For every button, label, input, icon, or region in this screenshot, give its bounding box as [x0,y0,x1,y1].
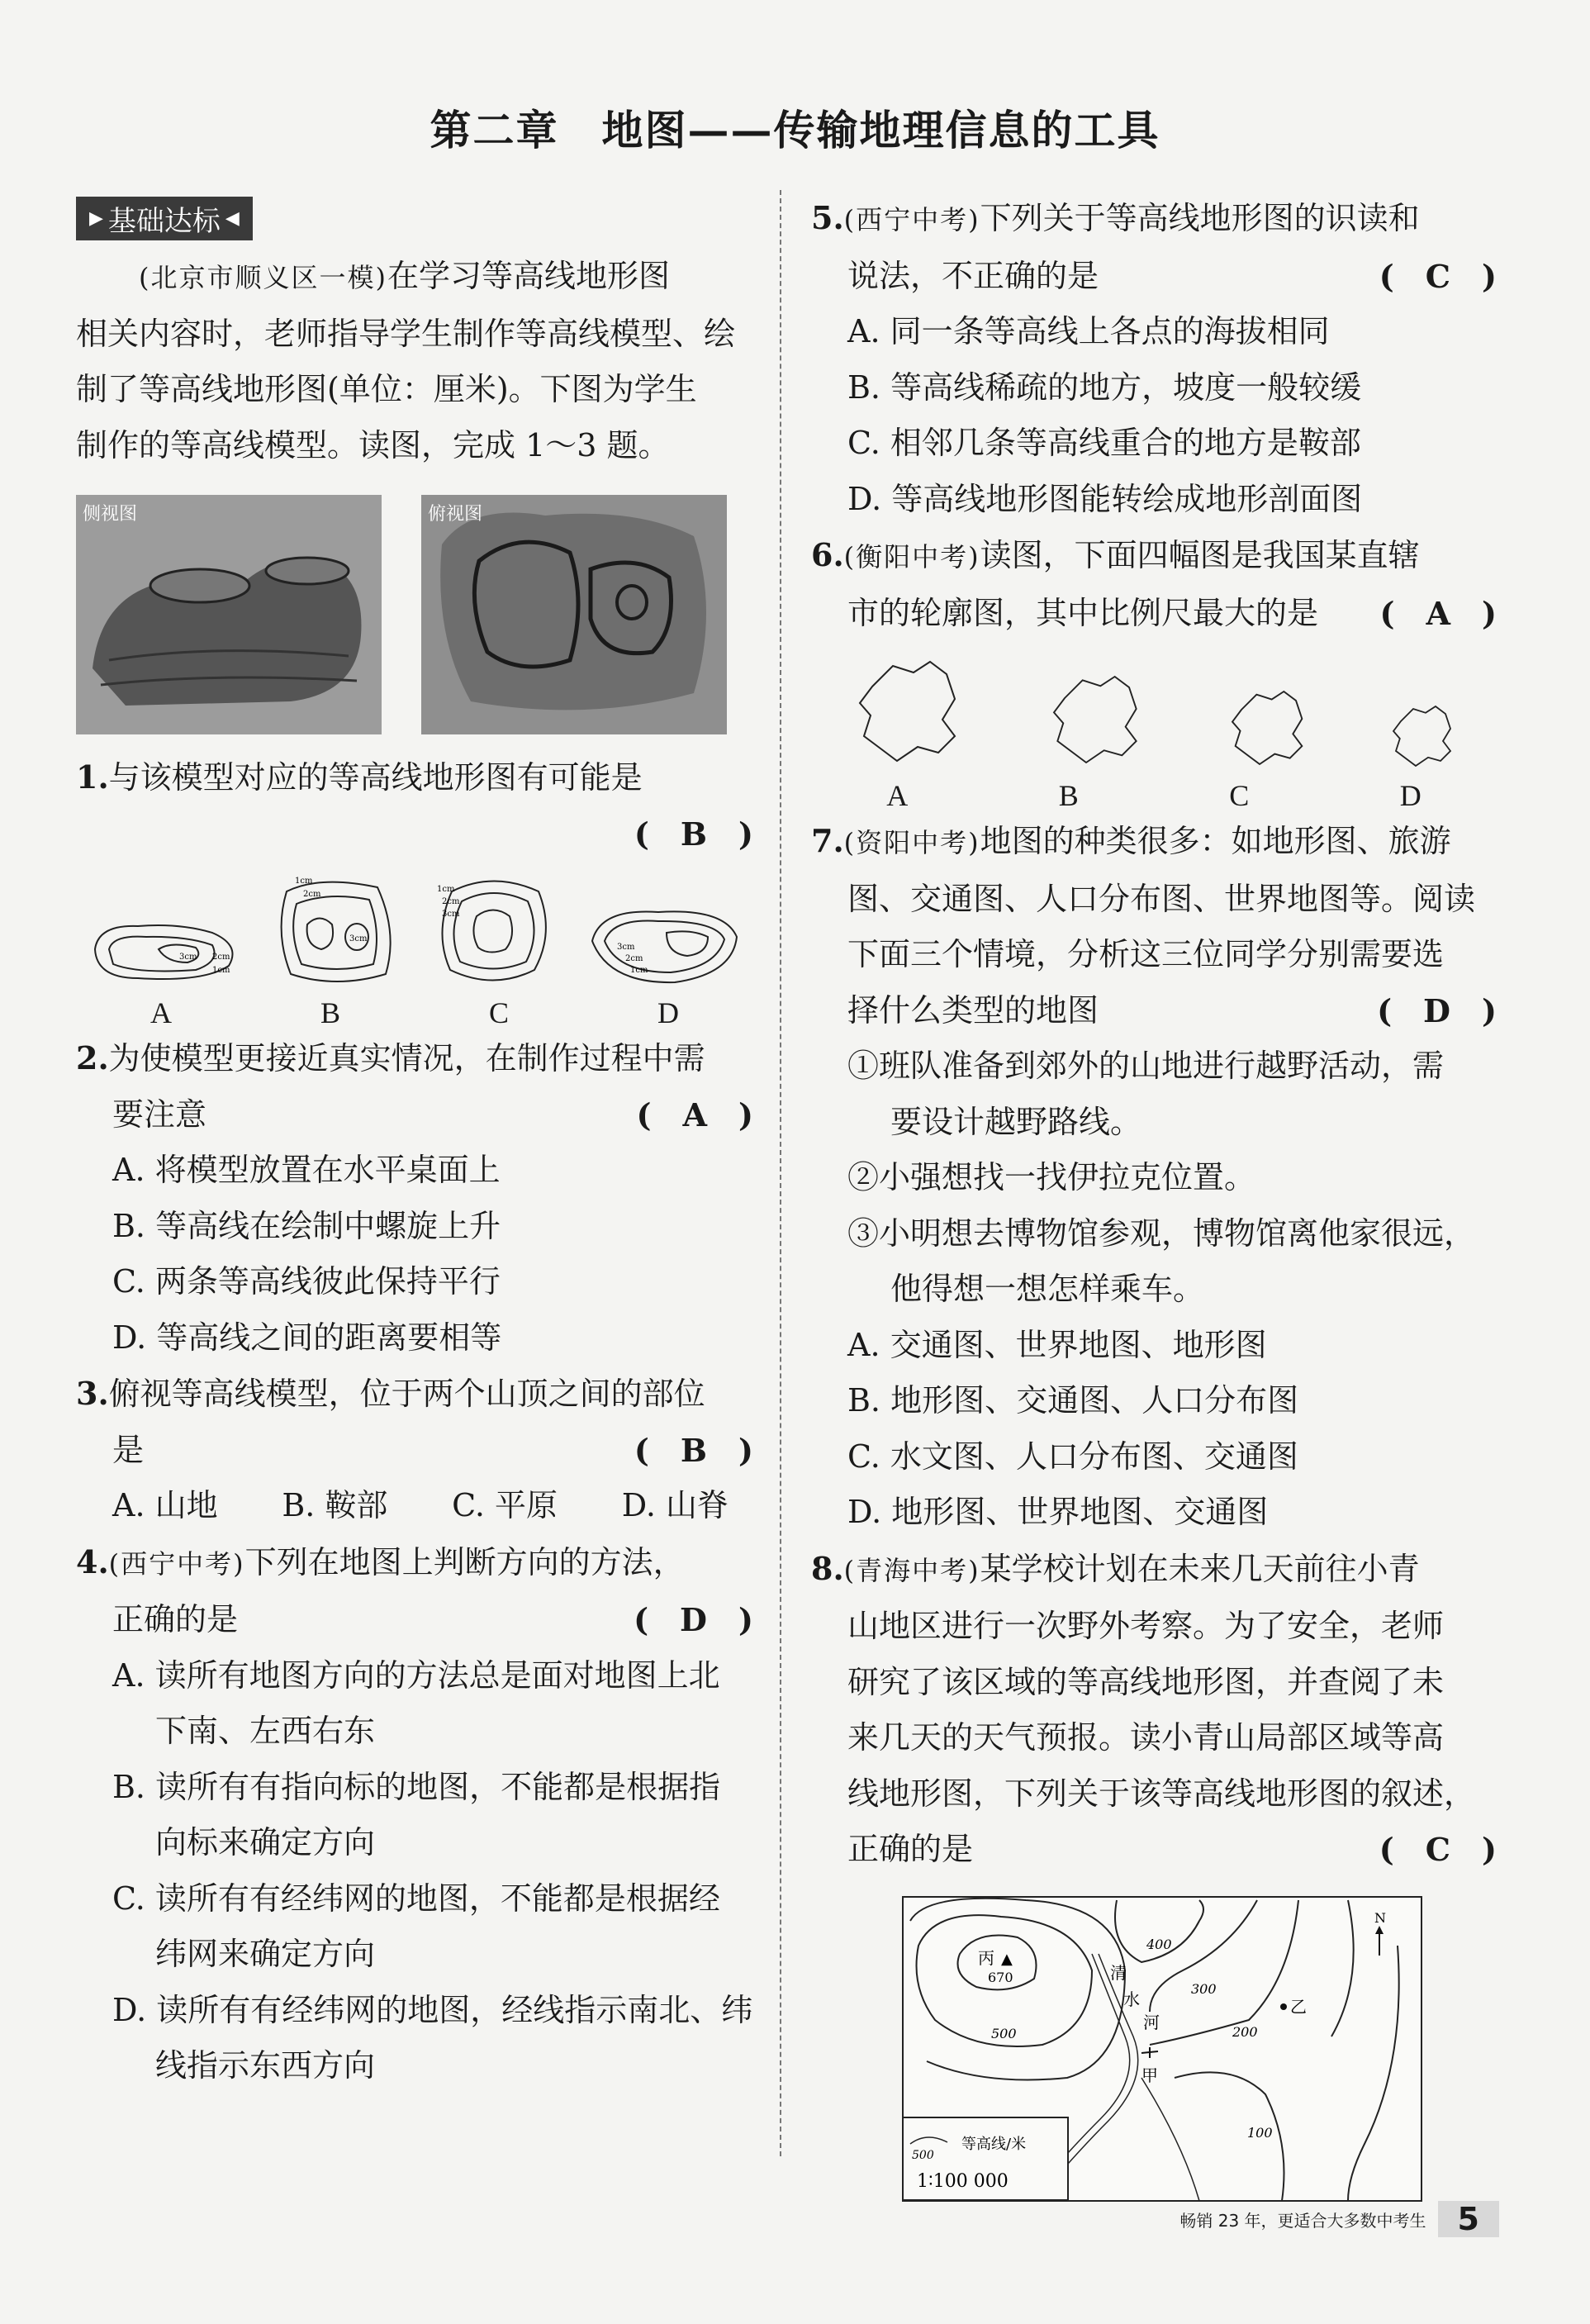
side-view-label: 侧视图 [83,504,138,525]
q2-option-c: C. 两条等高线彼此保持平行 [112,1263,501,1300]
q7-scenario-1b: 要设计越野路线。 [890,1103,1142,1140]
q6-stem-2: 市的轮廓图，其中比例尺最大的是 ( A ) [811,586,1497,642]
svg-text:等高线/米: 等高线/米 [961,2135,1027,2153]
svg-text:乙: 乙 [1290,1996,1307,2017]
svg-text:1cm: 1cm [437,885,455,894]
q1-answer: ( B ) [634,815,753,853]
svg-text:N: N [1374,1909,1386,1926]
svg-text:2cm: 2cm [442,897,460,906]
q7-stem-3: 下面三个情境，分析这三位同学分别需要选 [847,936,1445,972]
q3-option-c: C. 平原 [452,1487,558,1523]
top-view-photo [421,495,727,734]
triangle-right-icon: ▶ [89,208,103,229]
svg-text:3cm: 3cm [179,953,197,962]
svg-text:1cm: 1cm [212,966,230,975]
svg-text:400: 400 [1146,1936,1172,1952]
svg-text:1∶100 000: 1∶100 000 [917,2170,1009,2192]
svg-text:200: 200 [1232,2023,1258,2040]
svg-text:300: 300 [1191,1980,1217,1997]
q6-label-a: A [886,779,909,812]
q3-stem-1: 3.俯视等高线模型，位于两个山顶之间的部位 [76,1375,705,1412]
q2-option-d: D. 等高线之间的距离要相等 [112,1319,502,1356]
svg-text:▲: ▲ [1001,1950,1013,1968]
footer-slogan: 畅销 23 年，更适合大多数中考生 [1179,2210,1426,2231]
svg-text:甲: 甲 [1141,2065,1158,2085]
chapter-title: 第二章 地图——传输地理信息的工具 [430,106,1160,154]
q7-answer: ( D ) [1377,991,1497,1029]
intro-line-1: (北京市顺义区一模)在学习等高线地形图 [139,258,670,294]
contour-map [902,1896,1497,2205]
section-badge-label: 基础达标 [107,205,221,238]
top-view-label: 俯视图 [428,504,483,525]
q1-stem: 1.与该模型对应的等高线地形图有可能是 [76,758,643,796]
page-number: 5 [1438,2201,1499,2237]
page-footer [1179,2201,1499,2237]
q6-label-b: B [1058,779,1079,812]
q1-label-b: B [320,996,340,1029]
q3-answer: ( B ) [634,1431,753,1469]
q4-stem-2: 正确的是 ( D ) [76,1592,753,1648]
q6-answer: ( A ) [1379,594,1497,632]
q6-figures [811,649,1497,773]
q6-figure-labels [811,778,1497,813]
model-photos [76,495,753,734]
q6-outline-c [1223,682,1314,773]
q8-stem-3: 研究了该区域的等高线地形图，并查阅了未 [847,1663,1445,1700]
q3-option-b: B. 鞍部 [282,1487,388,1523]
q4-option-a-2: 下南、左西右东 [155,1713,376,1749]
intro-line-4: 制作的等高线模型。读图，完成 1～3 题。 [76,426,670,463]
q8-stem-1: 8.(青海中考)某学校计划在未来几天前往小青 [811,1549,1420,1587]
q1-label-a: A [150,996,172,1029]
q7-stem-4: 择什么类型的地图 ( D ) [811,983,1497,1039]
svg-text:670: 670 [988,1969,1013,1985]
q4-stem-1: 4.(西宁中考)下列在地图上判断方向的方法， [76,1542,685,1580]
q7-option-b: B. 地形图、交通图、人口分布图 [847,1382,1299,1419]
q6-stem-1: 6.(衡阳中考)读图，下面四幅图是我国某直辖 [811,536,1420,573]
svg-text:水: 水 [1123,1989,1140,2009]
left-column [76,190,753,2094]
svg-text:3cm: 3cm [442,910,460,919]
q8-stem-4: 来几天的天气预报。读小青山局部区域等高 [847,1719,1445,1756]
triangle-left-icon: ◀ [225,208,240,229]
q1-label-d: D [657,996,679,1029]
q2-stem-2: 要注意 ( A ) [76,1087,753,1143]
q1-figure-c [427,867,559,991]
q4-option-b-1: B. 读所有有指向标的地图，不能都是根据指 [112,1768,721,1805]
q2-stem-1: 2.为使模型更接近真实情况，在制作过程中需 [76,1039,705,1076]
svg-text:3cm: 3cm [617,943,635,952]
q1-figures [76,867,753,991]
q7-scenario-3b: 他得想一想怎样乘车。 [890,1271,1205,1307]
q3-option-a: A. 山地 [112,1487,218,1523]
q3-option-d: D. 山脊 [621,1487,729,1523]
q5-option-b: B. 等高线稀疏的地方，坡度一般较缓 [847,368,1362,406]
q3-options [76,1478,753,1534]
q4-option-c-2: 纬网来确定方向 [155,1936,376,1972]
q4-option-d-2: 线指示东西方向 [155,2047,376,2084]
q1-figure-a [88,900,245,991]
side-view-photo [76,495,382,734]
q5-stem-2: 说法，不正确的是 ( C ) [811,249,1497,305]
q2-option-b: B. 等高线在绘制中螺旋上升 [112,1207,501,1244]
q7-option-a: A. 交通图、世界地图、地形图 [847,1326,1267,1363]
column-divider [780,190,781,2156]
intro-line-2: 相关内容时，老师指导学生制作等高线模型、绘 [76,315,736,352]
svg-text:2cm: 2cm [625,954,643,963]
q1-figure-labels [76,996,753,1030]
q7-scenario-1a: ①班队准备到郊外的山地进行越野活动，需 [847,1048,1445,1084]
svg-text:1cm: 1cm [630,966,648,975]
svg-text:100: 100 [1247,2124,1273,2141]
q4-option-b-2: 向标来确定方向 [155,1824,376,1861]
q2-option-a: A. 将模型放置在水平桌面上 [112,1152,501,1188]
svg-text:3cm: 3cm [349,934,368,943]
q5-answer: ( C ) [1379,257,1497,295]
section-badge [76,197,253,240]
svg-text:1cm: 1cm [295,877,313,886]
svg-text:500: 500 [912,2148,934,2162]
q8-stem-5: 线地形图，下列关于该等高线地形图的叙述， [847,1775,1476,1812]
q6-label-d: D [1399,779,1422,812]
intro-line-3: 制了等高线地形图(单位：厘米)。下图为学生 [76,371,697,407]
q1-answer-row [76,806,753,863]
q7-option-c: C. 水文图、人口分布图、交通图 [847,1438,1298,1475]
q4-option-d-1: D. 读所有有经纬网的地图，经线指示南北、纬 [112,1991,753,2028]
svg-text:500: 500 [991,2025,1017,2041]
svg-text:2cm: 2cm [303,890,321,899]
svg-text:河: 河 [1143,2012,1160,2032]
q5-option-c: C. 相邻几条等高线重合的地方是鞍部 [847,425,1361,461]
q8-stem-2: 山地区进行一次野外考察。为了安全，老师 [847,1608,1445,1644]
svg-text:清: 清 [1110,1962,1127,1983]
q5-option-a: A. 同一条等高线上各点的海拔相同 [847,313,1330,349]
q7-scenario-2: ②小强想找一找伊拉克位置。 [847,1159,1256,1195]
q5-option-d: D. 等高线地形图能转绘成地形剖面图 [847,480,1363,517]
q2-answer: ( A ) [636,1095,753,1133]
q1-label-c: C [488,996,509,1029]
q4-answer: ( D ) [634,1601,753,1638]
q5-stem-1: 5.(西宁中考)下列关于等高线地形图的识读和 [811,199,1420,236]
q6-outline-a [847,649,971,773]
q4-option-c-1: C. 读所有有经纬网的地图，不能都是根据经 [112,1880,720,1917]
q6-outline-d [1386,699,1460,773]
q7-scenario-3a: ③小明想去博物馆参观，博物馆离他家很远， [847,1214,1476,1252]
q4-option-a-1: A. 读所有地图方向的方法总是面对地图上北 [112,1656,720,1694]
q1-figure-d [584,891,741,991]
right-column [811,190,1497,2205]
q6-label-c: C [1229,779,1250,812]
q8-answer: ( C ) [1379,1831,1497,1868]
q7-option-d: D. 地形图、世界地图、交通图 [847,1494,1269,1530]
q3-stem-2: 是 ( B ) [76,1423,753,1479]
svg-text:2cm: 2cm [212,953,230,962]
q6-outline-b [1043,666,1151,773]
q7-stem-1: 7.(资阳中考)地图的种类很多：如地形图、旅游 [811,822,1451,859]
q1-figure-b [270,867,402,991]
q7-stem-2: 图、交通图、人口分布图、世界地图等。阅读 [847,880,1476,917]
q8-stem-6: 正确的是 ( C ) [811,1822,1497,1878]
svg-text:丙: 丙 [978,1947,994,1968]
